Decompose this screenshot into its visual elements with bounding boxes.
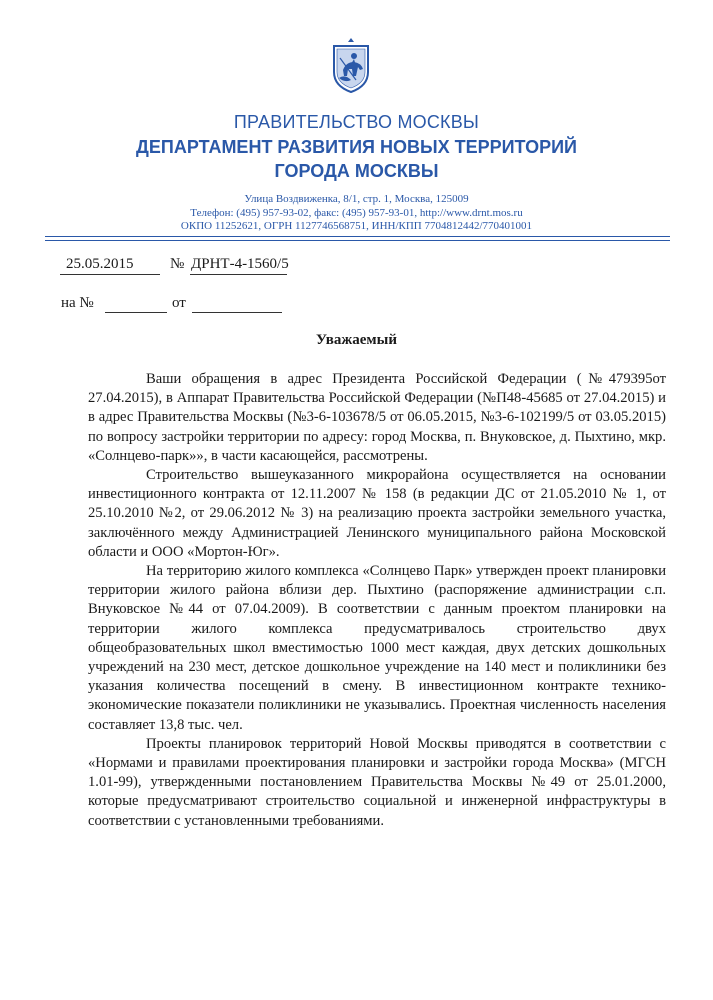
- reply-to-number-blank: [105, 312, 167, 313]
- reply-from-date-blank: [192, 312, 282, 313]
- outgoing-number: ДРНТ-4-1560/5: [191, 256, 289, 272]
- body-paragraph: Строительство вышеуказанного микрорайона осуществляется на основании инвестиционного контракта от 12.11.2007 № 158 (в редакции ДС от 21.05.2010 № 1, от 25.10.2010 №2, от 29.06.2012 № 3) на реализацию проекта застройки земельного участка, заключённого между Администрацией Ленинского муниципального района Московской области и ООО «Мортон-Юг».: [88, 467, 666, 560]
- org-address: Улица Воздвиженка, 8/1, стр. 1, Москва, 125009: [244, 193, 469, 205]
- moscow-coat-of-arms-icon: [330, 36, 372, 94]
- salutation: Уважаемый: [316, 332, 397, 348]
- number-sign: №: [170, 256, 185, 272]
- reply-to-label: на №: [61, 295, 94, 311]
- org-government-title: ПРАВИТЕЛЬСТВО МОСКВЫ: [233, 112, 480, 132]
- body-paragraph: Проекты планировок территорий Новой Москвы приводятся в соответствии с «Нормами и правилами проектирования планировки и застройки города Москва» (МГСН 1.01-99), утвержденными постановлением Правительства Москвы №49 от 25.01.2000, которые предусматривают строительство социальной и инженерной инфраструктуры в соответствии с установленными требованиями.: [88, 735, 666, 829]
- reply-from-label: от: [172, 295, 186, 311]
- org-department-title: ДЕПАРТАМЕНТ РАЗВИТИЯ НОВЫХ ТЕРРИТОРИЙ: [136, 137, 577, 157]
- body-paragraph: Ваши обращения в адрес Президента Российской Федерации (№479395от 27.04.2015), в Аппарат Правительства Российской Федерации (№П48-45685 от 27.04.2015) и в адрес Правительства Москвы (№3-6-103678/5 от 06.05.2015, №3-6-102199/5 от 03.05.2015) по вопросу застройки территории по адресу: город Москва, п. Внуковское, д. Пыхтино, мкр. «Солнцево-парк»», в части касающейся, рассмотрены.: [88, 371, 666, 464]
- outgoing-date: 25.05.2015: [66, 256, 134, 272]
- header-divider-bottom: [45, 240, 670, 241]
- org-department-subtitle: ГОРОДА МОСКВЫ: [274, 161, 439, 181]
- outgoing-date-underline: [60, 274, 160, 275]
- org-phones: Телефон: (495) 957-93-02, факс: (495) 957-93-01, http://www.drnt.mos.ru: [190, 207, 523, 219]
- org-registry: ОКПО 11252621, ОГРН 1127746568751, ИНН/КПП 7704812442/770401001: [180, 220, 533, 232]
- letter-body: [88, 370, 666, 831]
- outgoing-number-underline: [190, 274, 287, 275]
- header-divider-top: [45, 236, 670, 237]
- body-paragraph: На территорию жилого комплекса «Солнцево Парк» утвержден проект планировки территории жилого района вблизи дер. Пыхтино (распоряжение администрации с.п. Внуковское №44 от 07.04.2009). В соответствии с данным проектом планировки на территории жилого комплекса предусматривалось строительство двух общеобразовательных школ вместимостью 1000 мест каждая, двух детских дошкольных учреждений на 230 мест, детское дошкольное учреждение на 140 мест и поликлиники без указания количества посещений в смену. В инвестиционном контракте технико-экономические показатели поликлиники не указывались. Проектная численность населения составляет 13,8 тыс. чел.: [88, 563, 666, 733]
